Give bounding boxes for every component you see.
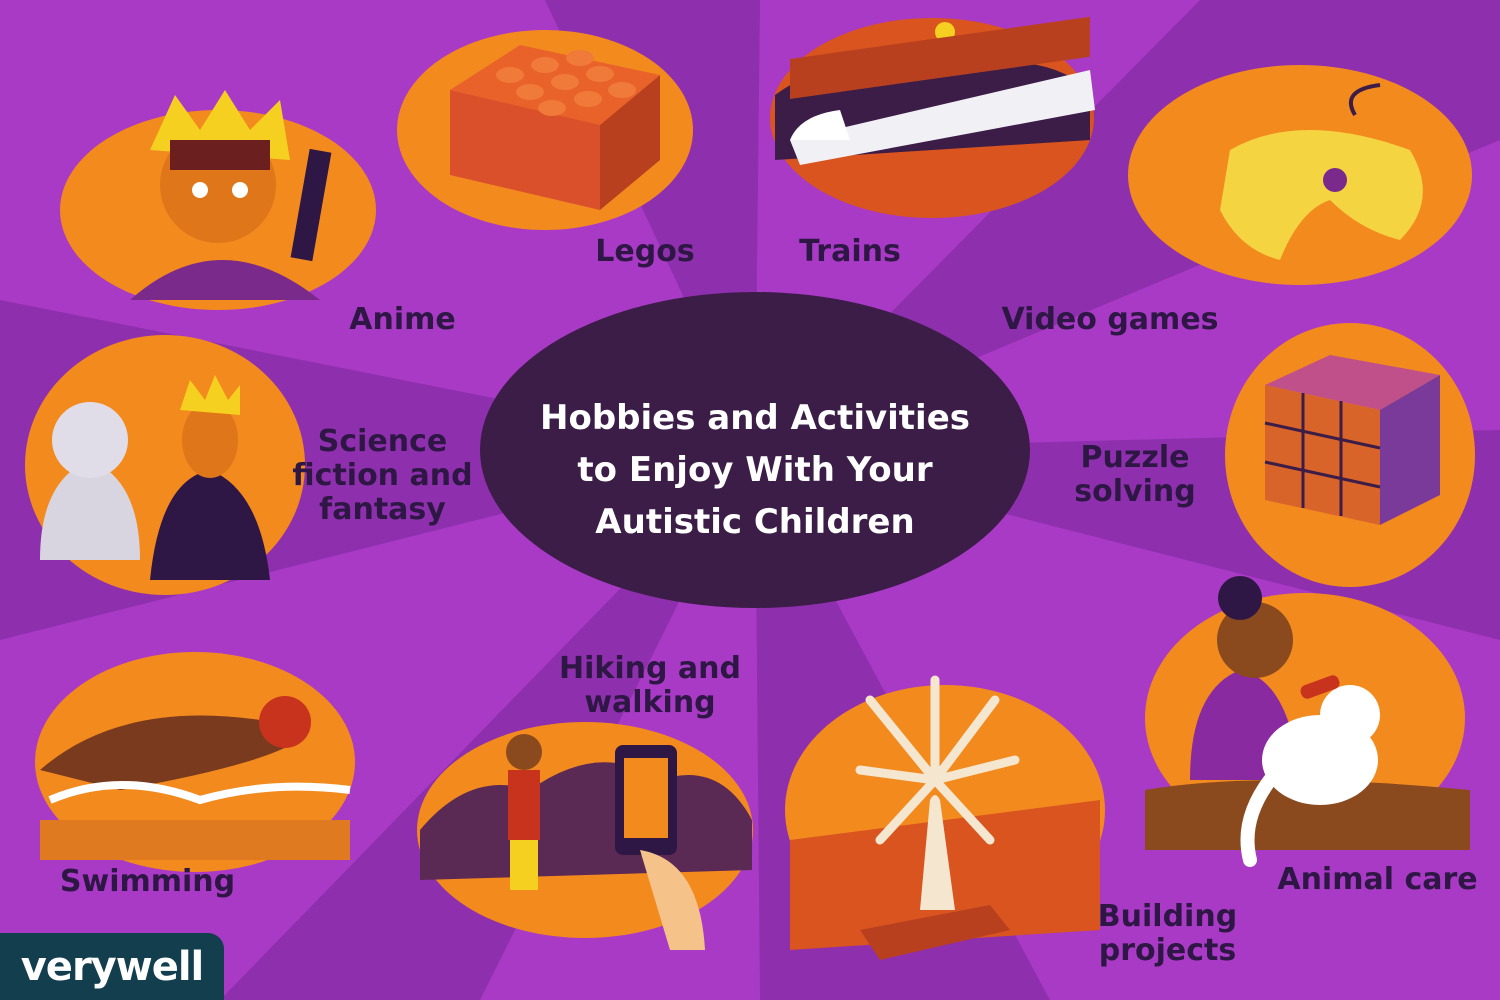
label-scifi-line-2: fiction and <box>292 458 473 493</box>
label-hiking-line-1: Hiking and <box>559 651 741 686</box>
label-puzzle-line-2: solving <box>1074 474 1196 509</box>
label-hiking-line-2: walking <box>584 685 716 720</box>
trains-illustration <box>770 17 1095 218</box>
label-scifi-line-3: fantasy <box>319 492 446 527</box>
label-science-fiction-fantasy <box>285 425 480 527</box>
label-scifi-line-1: Science <box>317 424 448 459</box>
label-trains: Trains <box>799 234 901 269</box>
label-hiking-walking <box>550 652 750 720</box>
label-swimming: Swimming <box>59 864 236 899</box>
label-puzzle-solving <box>1060 441 1210 509</box>
main-title-line-2: to Enjoy With Your <box>577 450 933 490</box>
label-building-projects <box>1085 900 1250 968</box>
puzzle-solving-illustration <box>1225 323 1475 587</box>
label-puzzle-line-1: Puzzle <box>1080 440 1190 475</box>
label-building-line-2: projects <box>1098 933 1237 968</box>
label-building-line-1: Building <box>1097 899 1238 934</box>
label-animal-care: Animal care <box>1277 862 1478 897</box>
anime-illustration <box>60 90 376 310</box>
building-projects-illustration <box>785 680 1105 960</box>
main-title-line-3: Autistic Children <box>595 502 915 542</box>
main-title-line-1: Hobbies and Activities <box>540 398 970 438</box>
scifi-fantasy-illustration <box>25 335 305 595</box>
video-games-illustration <box>1128 65 1472 285</box>
label-video-games: Video games <box>1001 302 1219 337</box>
verywell-logo-text: verywell <box>20 943 204 990</box>
verywell-logo <box>0 933 224 1000</box>
legos-illustration <box>397 30 693 230</box>
label-legos: Legos <box>595 234 695 269</box>
label-anime: Anime <box>349 302 456 337</box>
main-title <box>500 392 1010 548</box>
swimming-illustration <box>35 652 355 872</box>
